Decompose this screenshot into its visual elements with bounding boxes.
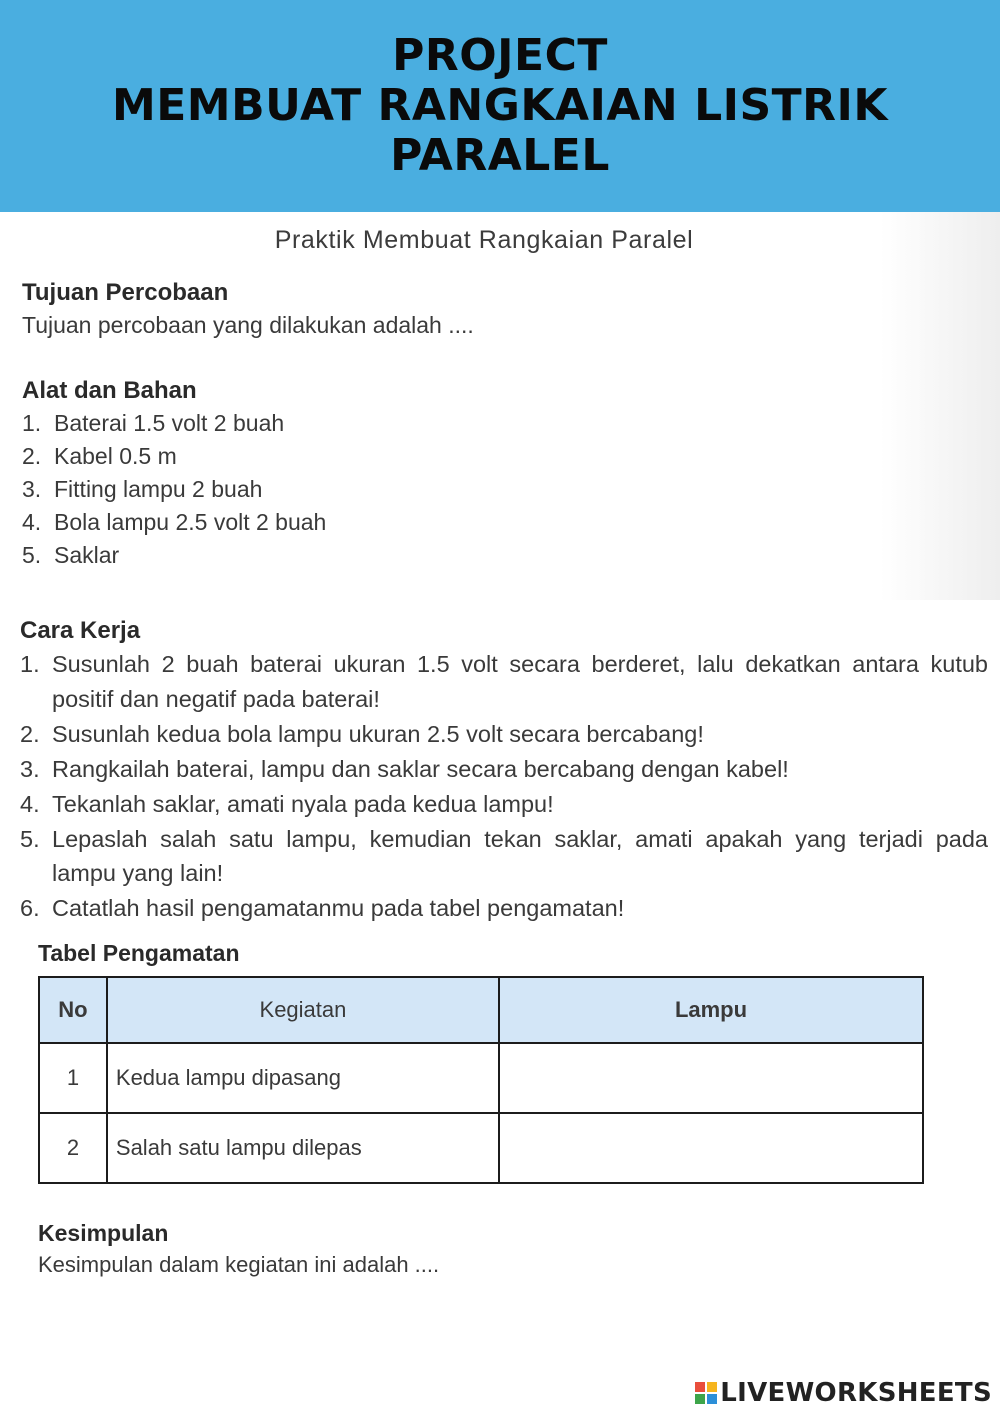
cell-no: 2 bbox=[39, 1113, 107, 1183]
list-item bbox=[20, 647, 988, 716]
list-number: 1. bbox=[22, 410, 42, 436]
list-item bbox=[20, 787, 988, 822]
title-banner bbox=[0, 0, 1000, 212]
list-item bbox=[20, 891, 988, 926]
cell-lampu-answer[interactable] bbox=[499, 1043, 923, 1113]
alat-title: Alat dan Bahan bbox=[22, 377, 197, 404]
logo-block bbox=[695, 1394, 705, 1404]
list-text: Baterai 1.5 volt 2 buah bbox=[54, 410, 285, 436]
cell-kegiatan: Kedua lampu dipasang bbox=[107, 1043, 499, 1113]
list-text: Fitting lampu 2 buah bbox=[54, 476, 263, 502]
list-item bbox=[22, 473, 326, 506]
title-line-3: PARALEL bbox=[390, 130, 610, 181]
list-item bbox=[20, 752, 988, 787]
list-number: 2. bbox=[22, 443, 42, 469]
list-number: 1. bbox=[20, 651, 40, 677]
subtitle: Praktik Membuat Rangkaian Paralel bbox=[274, 226, 694, 254]
cell-lampu-answer[interactable] bbox=[499, 1113, 923, 1183]
list-text: Susunlah kedua bola lampu ukuran 2.5 volt secara bercabang! bbox=[52, 720, 704, 747]
list-text: Bola lampu 2.5 volt 2 buah bbox=[54, 509, 327, 535]
col-header-kegiatan: Kegiatan bbox=[107, 977, 499, 1043]
cara-list bbox=[20, 647, 988, 926]
list-number: 4. bbox=[22, 509, 42, 535]
list-item bbox=[22, 539, 326, 572]
list-number: 2. bbox=[20, 720, 40, 747]
list-number: 5. bbox=[22, 542, 42, 568]
logo-block bbox=[695, 1382, 705, 1392]
list-text: Tekanlah saklar, amati nyala pada kedua lampu! bbox=[52, 790, 554, 817]
list-text: Kabel 0.5 m bbox=[54, 443, 177, 469]
title-line-2: MEMBUAT RANGKAIAN LISTRIK bbox=[111, 80, 889, 131]
list-text: Susunlah 2 buah baterai ukuran 1.5 volt secara berderet, lalu dekatkan antara kutub positif dan negatif pada baterai! bbox=[52, 651, 988, 712]
list-item bbox=[22, 440, 326, 473]
tujuan-text: Tujuan percobaan yang dilakukan adalah .... bbox=[22, 312, 474, 338]
list-item bbox=[22, 506, 326, 539]
table-row bbox=[39, 1043, 923, 1113]
list-number: 3. bbox=[20, 755, 40, 782]
col-header-lampu: Lampu bbox=[499, 977, 923, 1043]
table-row bbox=[39, 1113, 923, 1183]
observation-table bbox=[38, 976, 924, 1184]
tabel-title: Tabel Pengamatan bbox=[38, 940, 240, 966]
worksheet-body bbox=[0, 212, 1000, 1414]
logo-blocks-icon bbox=[695, 1382, 717, 1404]
kesimpulan-title: Kesimpulan bbox=[38, 1220, 169, 1246]
list-text: Catatlah hasil pengamatanmu pada tabel pengamatan! bbox=[52, 895, 625, 921]
list-item bbox=[20, 717, 988, 752]
list-number: 5. bbox=[20, 825, 40, 852]
list-number: 3. bbox=[22, 476, 42, 502]
list-number: 6. bbox=[20, 895, 40, 921]
list-text: Saklar bbox=[54, 542, 120, 568]
tujuan-title: Tujuan Percobaan bbox=[22, 279, 229, 306]
list-item bbox=[22, 407, 326, 440]
kesimpulan-text: Kesimpulan dalam kegiatan ini adalah .... bbox=[38, 1252, 440, 1277]
list-item bbox=[20, 822, 988, 891]
list-number: 4. bbox=[20, 790, 40, 817]
alat-list bbox=[22, 407, 326, 572]
table-header-row bbox=[39, 977, 923, 1043]
list-text: Rangkailah baterai, lampu dan saklar secara bercabang dengan kabel! bbox=[52, 755, 789, 782]
cell-no: 1 bbox=[39, 1043, 107, 1113]
logo-text: LIVEWORKSHEETS bbox=[720, 1378, 992, 1408]
col-header-no: No bbox=[39, 977, 107, 1043]
list-text: Lepaslah salah satu lampu, kemudian tekan saklar, amati apakah yang terjadi pada lampu yang lain! bbox=[52, 825, 988, 886]
cara-title: Cara Kerja bbox=[20, 617, 141, 644]
title-line-1: PROJECT bbox=[392, 30, 608, 81]
liveworksheets-logo bbox=[695, 1378, 992, 1408]
logo-block bbox=[707, 1382, 717, 1392]
logo-block bbox=[707, 1394, 717, 1404]
cell-kegiatan: Salah satu lampu dilepas bbox=[107, 1113, 499, 1183]
